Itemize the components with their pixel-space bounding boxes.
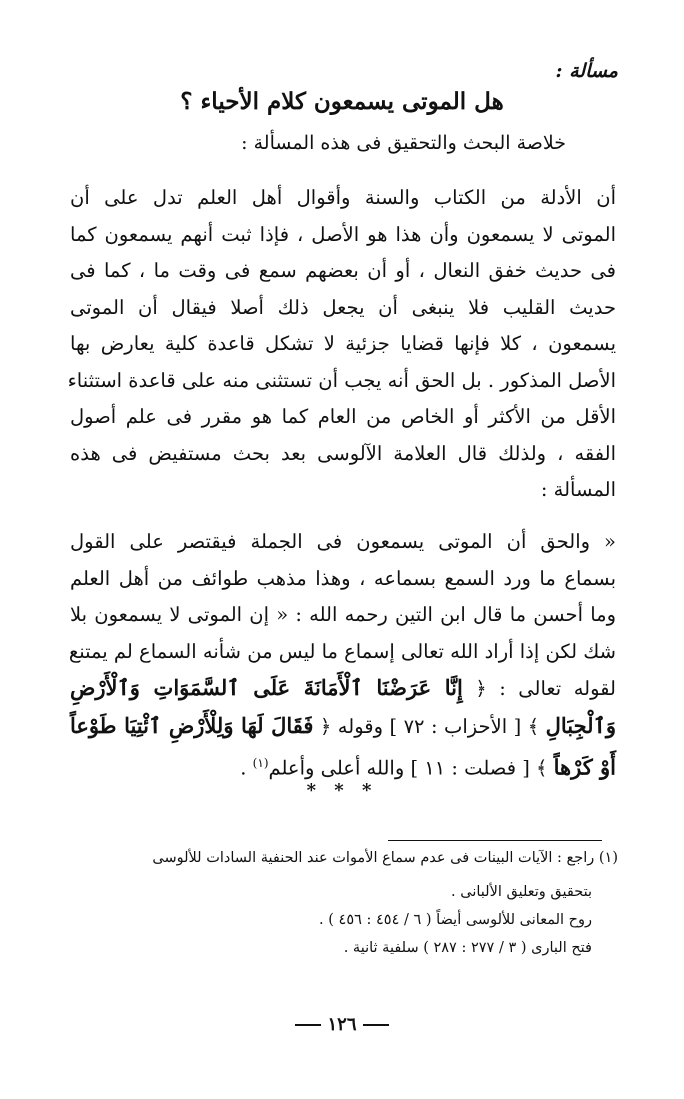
footnote-2: روح المعانى للألوسى أيضاً ( ٦ / ٤٥٤ : ٤٥٦ ) .: [319, 912, 592, 928]
paragraph-line: حديث القليب فلا ينبغى أن يجعل ذلك أصلا فيقال أن الموتى: [70, 295, 616, 319]
paragraph-line: المسألة :: [540, 478, 616, 501]
page-number-text: ١٢٦: [327, 1014, 357, 1035]
line-end: .: [240, 756, 247, 780]
dash-left: [295, 1024, 321, 1026]
quran-verse: إِنَّا عَرَضْنَا ٱلْأَمَانَةَ عَلَى ٱلسَّمَوَاتِ وَٱلْأَرْضِ: [70, 675, 463, 700]
quran-verse: وَٱلْجِبَالِ: [545, 712, 616, 738]
footnote-marker: (١): [252, 756, 269, 770]
paragraph-line-quran-2: [70, 708, 616, 746]
paragraph-line: الأصل المذكور . بل الحق أنه يجب أن تستثنى منه على قاعدة استثناء: [67, 368, 616, 392]
quran-verse: فَقَالَ لَهَا وَلِلْأَرْضِ ٱئْتِيَا طَوْعاً: [70, 712, 314, 738]
quran-verse: أَوْ كَرْهاً: [553, 754, 616, 780]
page-number: [0, 1014, 684, 1035]
paragraph-line: بسماع ما ورد السمع بسماعه ، وهذا مذهب طوائف من أهل العلم: [70, 566, 616, 590]
quran-intro: لقوله تعالى : ﴿: [475, 677, 616, 700]
paragraph-line: شك لكن إذا أراد الله تعالى إسماع ما ليس من شأنه السماع لم يمتنع: [68, 639, 616, 663]
paragraph-summary: [67, 180, 616, 509]
paragraph-line: يسمعون ، كلا فإنها قضايا جزئية لا تشكل قاعدة كلية يعارض بها: [70, 332, 616, 355]
verse-citation: ﴾ [ فصلت : ١١ ] والله أعلى وأعلم: [268, 756, 548, 780]
paragraph-line: الأقل من الأكثر أو الخاص من العام كما هو مقرر فى علم أصول: [70, 405, 616, 428]
verse-citation: ﴾ [ الأحزاب : ٧٢ ] وقوله ﴿: [319, 714, 540, 738]
paragraph-line: فى حديث خفق النعال ، أو أن بعضهم سمع فى وقت ما ، كما فى: [70, 259, 616, 282]
paragraph-line: « والحق أن الموتى يسمعون فى الجملة فيقتصر على القول: [70, 530, 616, 553]
paragraph-line-quran-1: [70, 670, 616, 708]
section-divider-stars: * * *: [306, 780, 378, 801]
dash-right: [363, 1024, 389, 1026]
paragraph-line: الفقه ، ولذلك قال العلامة الآلوسى بعد بحث مستفيض فى هذه: [70, 441, 616, 465]
section-label: مسألة :: [555, 60, 618, 82]
footnote-3: فتح البارى ( ٣ / ٢٧٧ : ٢٨٧ ) سلفية ثانية .: [343, 940, 592, 956]
paragraph-line: وما أحسن ما قال ابن التين رحمه الله : « إن الموتى لا يسمعون بلا: [70, 603, 616, 626]
page-title: هل الموتى يسمعون كلام الأحياء ؟: [180, 88, 504, 115]
paragraph-quote: [70, 524, 616, 787]
footnote-rule: [388, 840, 602, 841]
page-subtitle: خلاصة البحث والتحقيق فى هذه المسألة :: [241, 132, 566, 154]
footnote-1-continued: بتحقيق وتعليق الألبانى .: [451, 884, 592, 900]
paragraph-line: الموتى لا يسمعون وأن هذا هو الأصل ، فإذا ثبت أنهم يسمعون كما: [70, 222, 616, 246]
paragraph-line: أن الأدلة من الكتاب والسنة وأقوال أهل العلم تدل على أن: [70, 186, 616, 209]
footnote-1: (١) راجع : الآيات البينات فى عدم سماع الأموات عند الحنفية السادات للألوسى: [152, 850, 618, 866]
